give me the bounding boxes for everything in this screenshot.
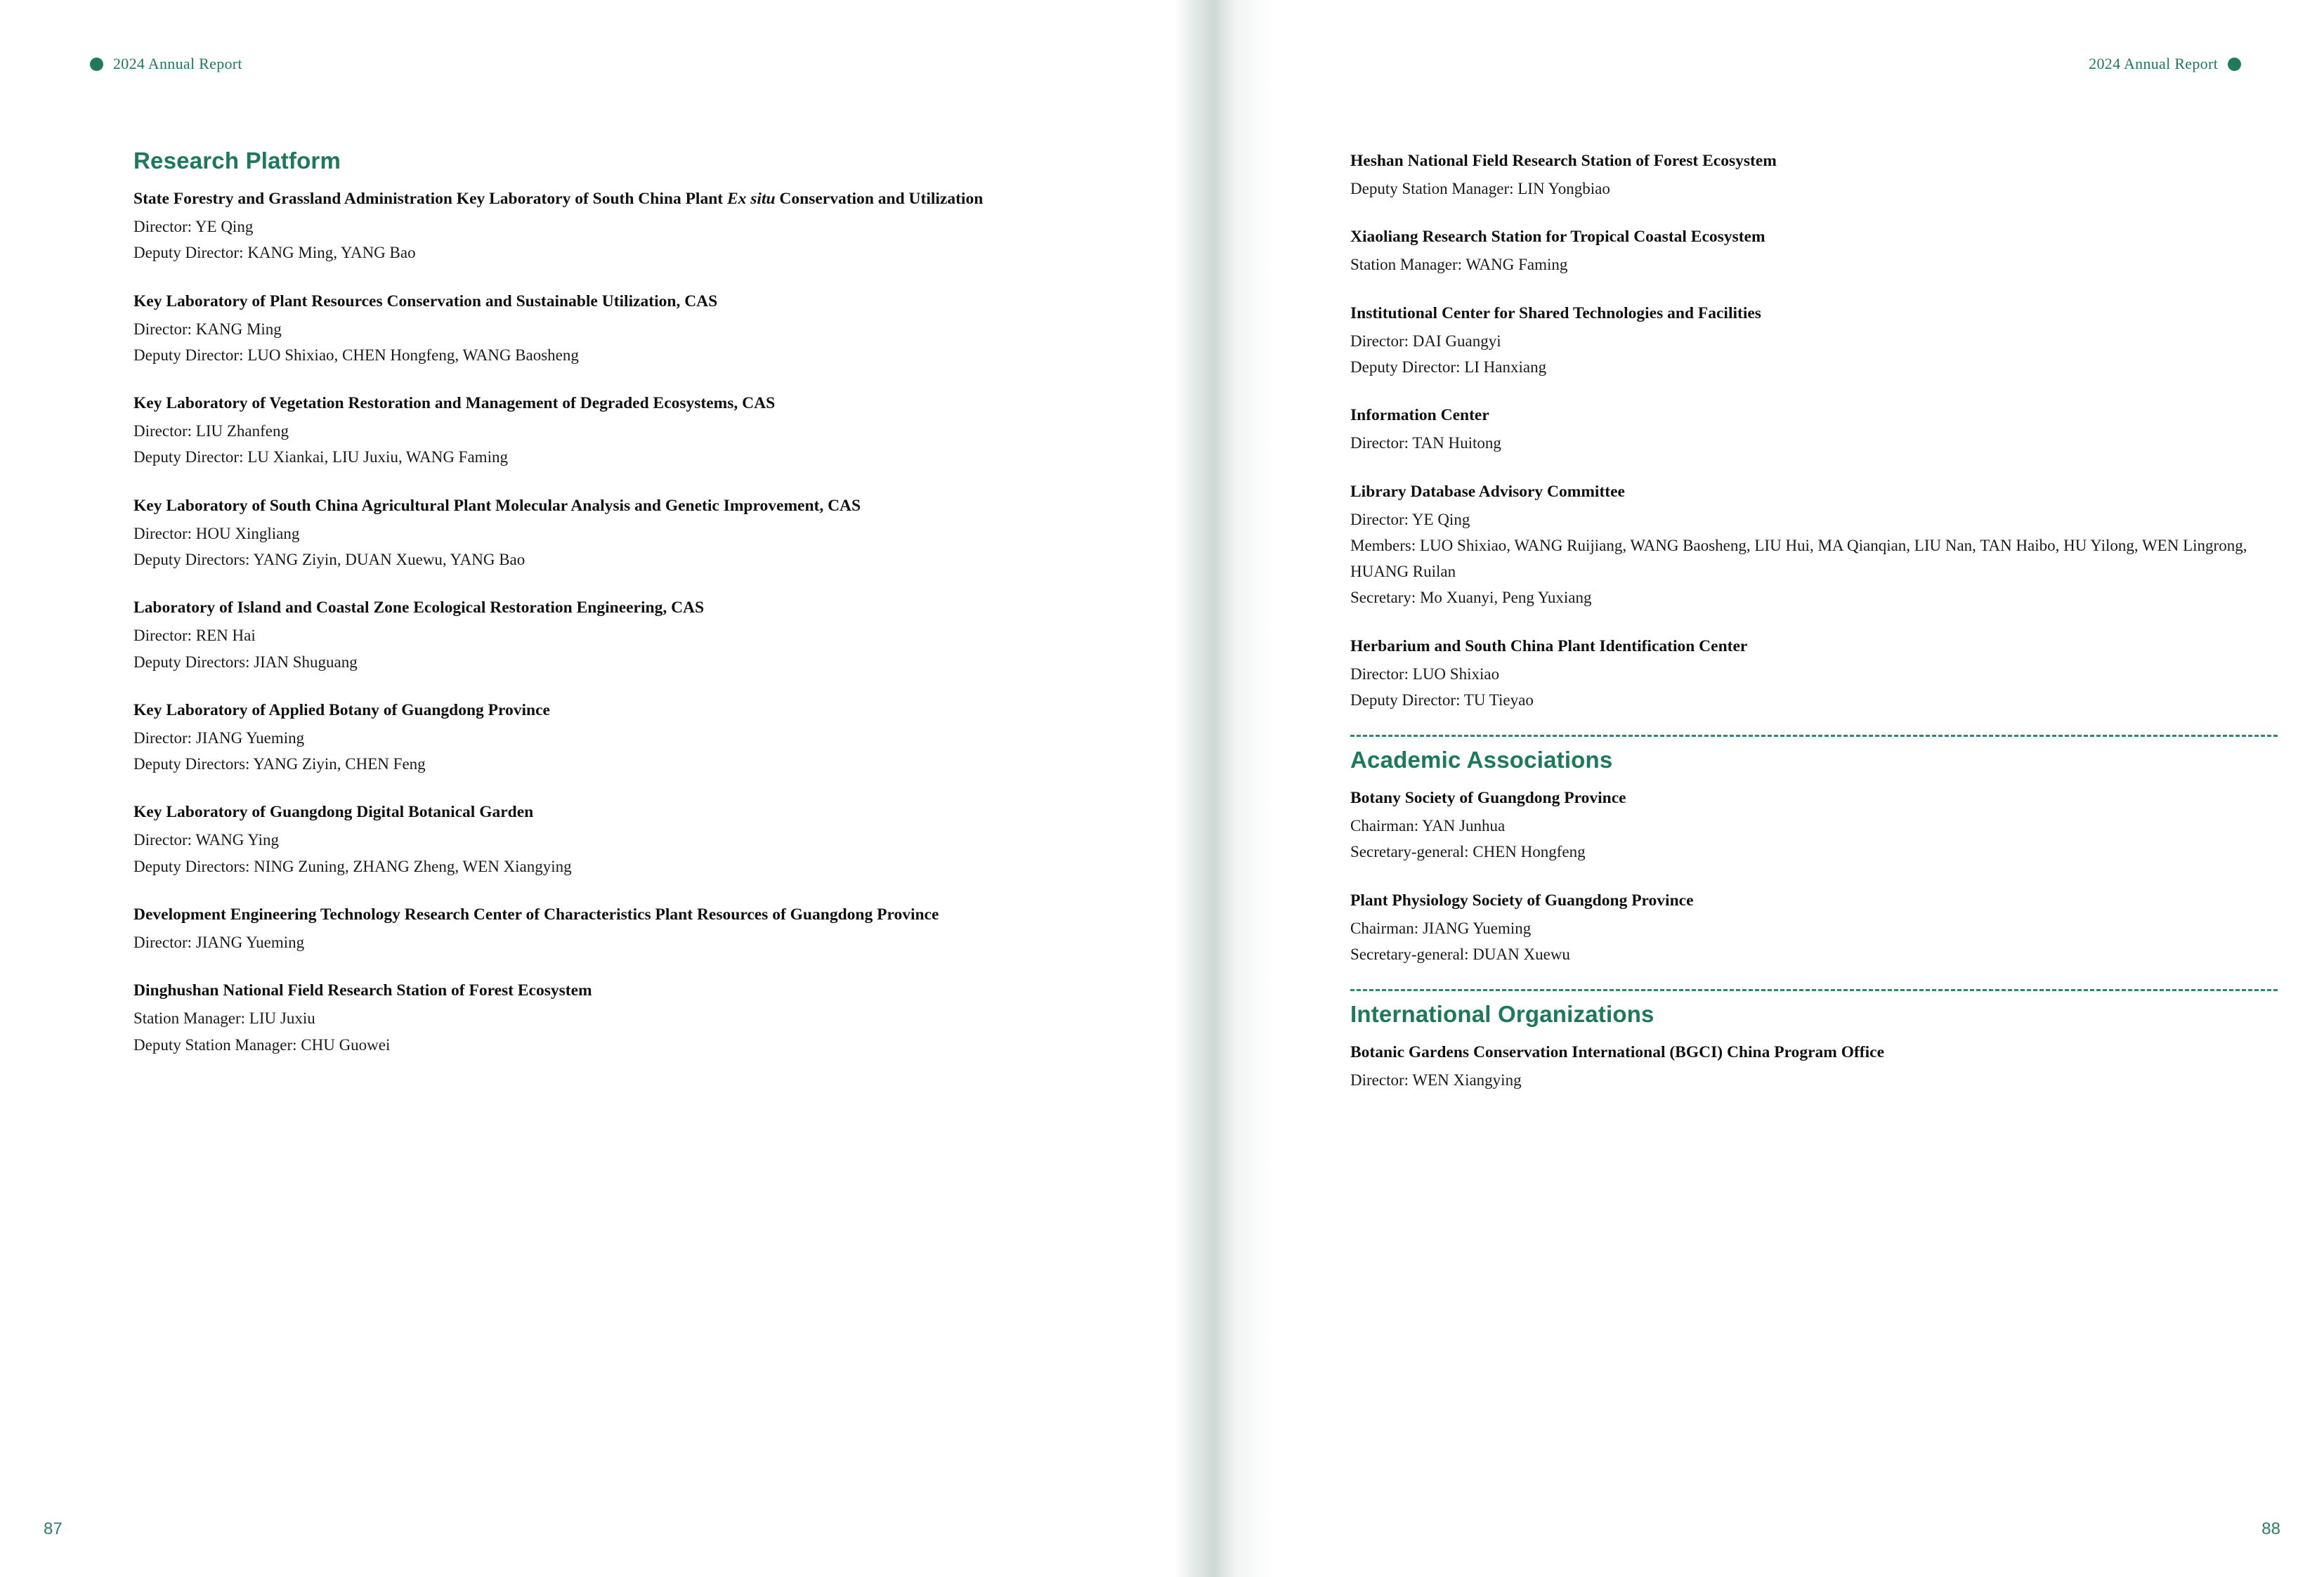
bullet-dot-icon [90, 58, 103, 71]
entry-line: Deputy Director: TU Tieyao [1350, 691, 1534, 709]
right-page-content [1350, 148, 2278, 1094]
section-divider [1350, 735, 2278, 737]
running-header-right [2089, 55, 2241, 73]
page-number-left: 87 [44, 1519, 63, 1538]
entry-title: Herbarium and South China Plant Identification Center [1350, 636, 1748, 655]
entry-line: Deputy Director: LU Xiankai, LIU Juxiu, WANG Faming [133, 448, 508, 466]
entry-title [133, 185, 1047, 212]
entry-line: Director: YE Qing [1350, 510, 1470, 528]
entry-line: Director: JIANG Yueming [133, 934, 305, 951]
running-header-left [90, 55, 242, 73]
entry-title: Key Laboratory of Vegetation Restoration and Management of Degraded Ecosystems, CAS [133, 394, 776, 413]
entry-line: Deputy Director: KANG Ming, YANG Bao [133, 244, 416, 262]
entry-title: Plant Physiology Society of Guangdong Province [1350, 891, 1694, 910]
entry-title: Laboratory of Island and Coastal Zone Ecological Restoration Engineering, CAS [133, 598, 705, 617]
entry-line: Deputy Director: LI Hanxiang [1350, 358, 1547, 376]
platform-entry [133, 594, 1047, 675]
platform-entry [1350, 478, 2278, 611]
entry-line: Members: LUO Shixiao, WANG Ruijiang, WANG Baosheng, LIU Hui, MA Qianqian, LIU Nan, TAN Haibo, HU Yilong, WEN Lingrong, HUANG Ruilan [1350, 536, 2247, 581]
section-title-research-platform: Research Platform [133, 148, 341, 174]
entry-line: Deputy Directors: NING Zuning, ZHANG Zheng, WEN Xiangying [133, 857, 572, 875]
section-title-international-organizations: International Organizations [1350, 1001, 1654, 1028]
association-entry [1350, 785, 2278, 865]
entry-line: Director: REN Hai [133, 627, 256, 645]
entry-line: Secretary: Mo Xuanyi, Peng Yuxiang [1350, 589, 1592, 607]
platform-entry [133, 977, 1047, 1058]
entry-title-pre: State Forestry and Grassland Administration Key Laboratory of South China Plant [133, 190, 727, 208]
platform-entry [133, 799, 1047, 879]
book-gutter [1175, 0, 1273, 1577]
entry-title: Information Center [1350, 406, 1489, 425]
entry-title-italic: Ex situ [726, 190, 776, 208]
entry-title: Botanic Gardens Conservation International (BGCI) China Program Office [1350, 1043, 1885, 1062]
entry-line: Director: LIU Zhanfeng [133, 422, 289, 440]
entry-line: Director: JIANG Yueming [133, 728, 305, 747]
entry-title: Library Database Advisory Committee [1350, 482, 1625, 501]
entry-line: Director: DAI Guangyi [1350, 332, 1501, 350]
entry-line: Station Manager: WANG Faming [1350, 256, 1568, 274]
entry-line: Director: WANG Ying [133, 831, 279, 849]
entry-line: Secretary-general: DUAN Xuewu [1350, 945, 1570, 963]
platform-entry [133, 697, 1047, 778]
entry-line: Director: YE Qing [133, 218, 254, 236]
entry-line: Chairman: JIANG Yueming [1350, 919, 1532, 937]
platform-entry [1350, 148, 2278, 202]
entry-line: Secretary-general: CHEN Hongfeng [1350, 843, 1586, 861]
bullet-dot-icon [2228, 58, 2241, 71]
entry-title: Institutional Center for Shared Technologies and Facilities [1350, 303, 1761, 322]
platform-entry [1350, 402, 2278, 456]
platform-entry [133, 492, 1047, 573]
entry-title: Heshan National Field Research Station of Forest Ecosystem [1350, 152, 1777, 170]
left-page-content [133, 148, 1047, 1058]
platform-entry [1350, 223, 2278, 277]
entry-line: Deputy Directors: JIAN Shuguang [133, 653, 358, 671]
entry-title-post: Conservation and Utilization [775, 190, 984, 208]
entry-title: Key Laboratory of Applied Botany of Guangdong Province [133, 700, 550, 719]
running-header-text: 2024 Annual Report [2089, 55, 2218, 72]
entry-line: Director: LUO Shixiao [1350, 665, 1500, 683]
platform-entry [133, 288, 1047, 369]
entry-line: Director: TAN Huitong [1350, 434, 1501, 452]
entry-title: Xiaoliang Research Station for Tropical Coastal Ecosystem [1350, 228, 1765, 247]
entry-line: Deputy Directors: YANG Ziyin, DUAN Xuewu, YANG Bao [133, 551, 525, 568]
entry-line: Deputy Station Manager: LIN Yongbiao [1350, 180, 1610, 198]
entry-line: Station Manager: LIU Juxiu [133, 1009, 315, 1028]
association-entry [1350, 887, 2278, 968]
platform-entry [1350, 300, 2278, 381]
platform-entry [133, 185, 1047, 266]
entry-line: Director: HOU Xingliang [133, 524, 300, 542]
entry-line: Director: WEN Xiangying [1350, 1071, 1522, 1089]
platform-entry [1350, 633, 2278, 714]
organization-entry [1350, 1039, 2278, 1093]
entry-title: Key Laboratory of South China Agricultural Plant Molecular Analysis and Genetic Improvement, CAS [133, 496, 861, 515]
platform-entry [133, 901, 1047, 955]
entry-title: Development Engineering Technology Research Center of Characteristics Plant Resources of Guangdong Province [133, 905, 939, 924]
section-divider [1350, 989, 2278, 991]
entry-line: Deputy Station Manager: CHU Guowei [133, 1035, 391, 1054]
entry-line: Deputy Directors: YANG Ziyin, CHEN Feng [133, 755, 426, 773]
entry-title: Botany Society of Guangdong Province [1350, 789, 1626, 808]
page-number-right: 88 [2261, 1519, 2280, 1538]
entry-line: Deputy Director: LUO Shixiao, CHEN Hongfeng, WANG Baosheng [133, 346, 579, 364]
section-title-academic-associations: Academic Associations [1350, 747, 1613, 773]
entry-line: Director: KANG Ming [133, 320, 282, 338]
platform-entry [133, 390, 1047, 471]
running-header-text: 2024 Annual Report [113, 55, 242, 72]
entry-title: Key Laboratory of Plant Resources Conservation and Sustainable Utilization, CAS [133, 292, 718, 310]
entry-title: Dinghushan National Field Research Station of Forest Ecosystem [133, 981, 592, 1000]
right-page [1273, 0, 2324, 1577]
entry-line: Chairman: YAN Junhua [1350, 817, 1506, 835]
entry-title: Key Laboratory of Guangdong Digital Botanical Garden [133, 803, 534, 822]
